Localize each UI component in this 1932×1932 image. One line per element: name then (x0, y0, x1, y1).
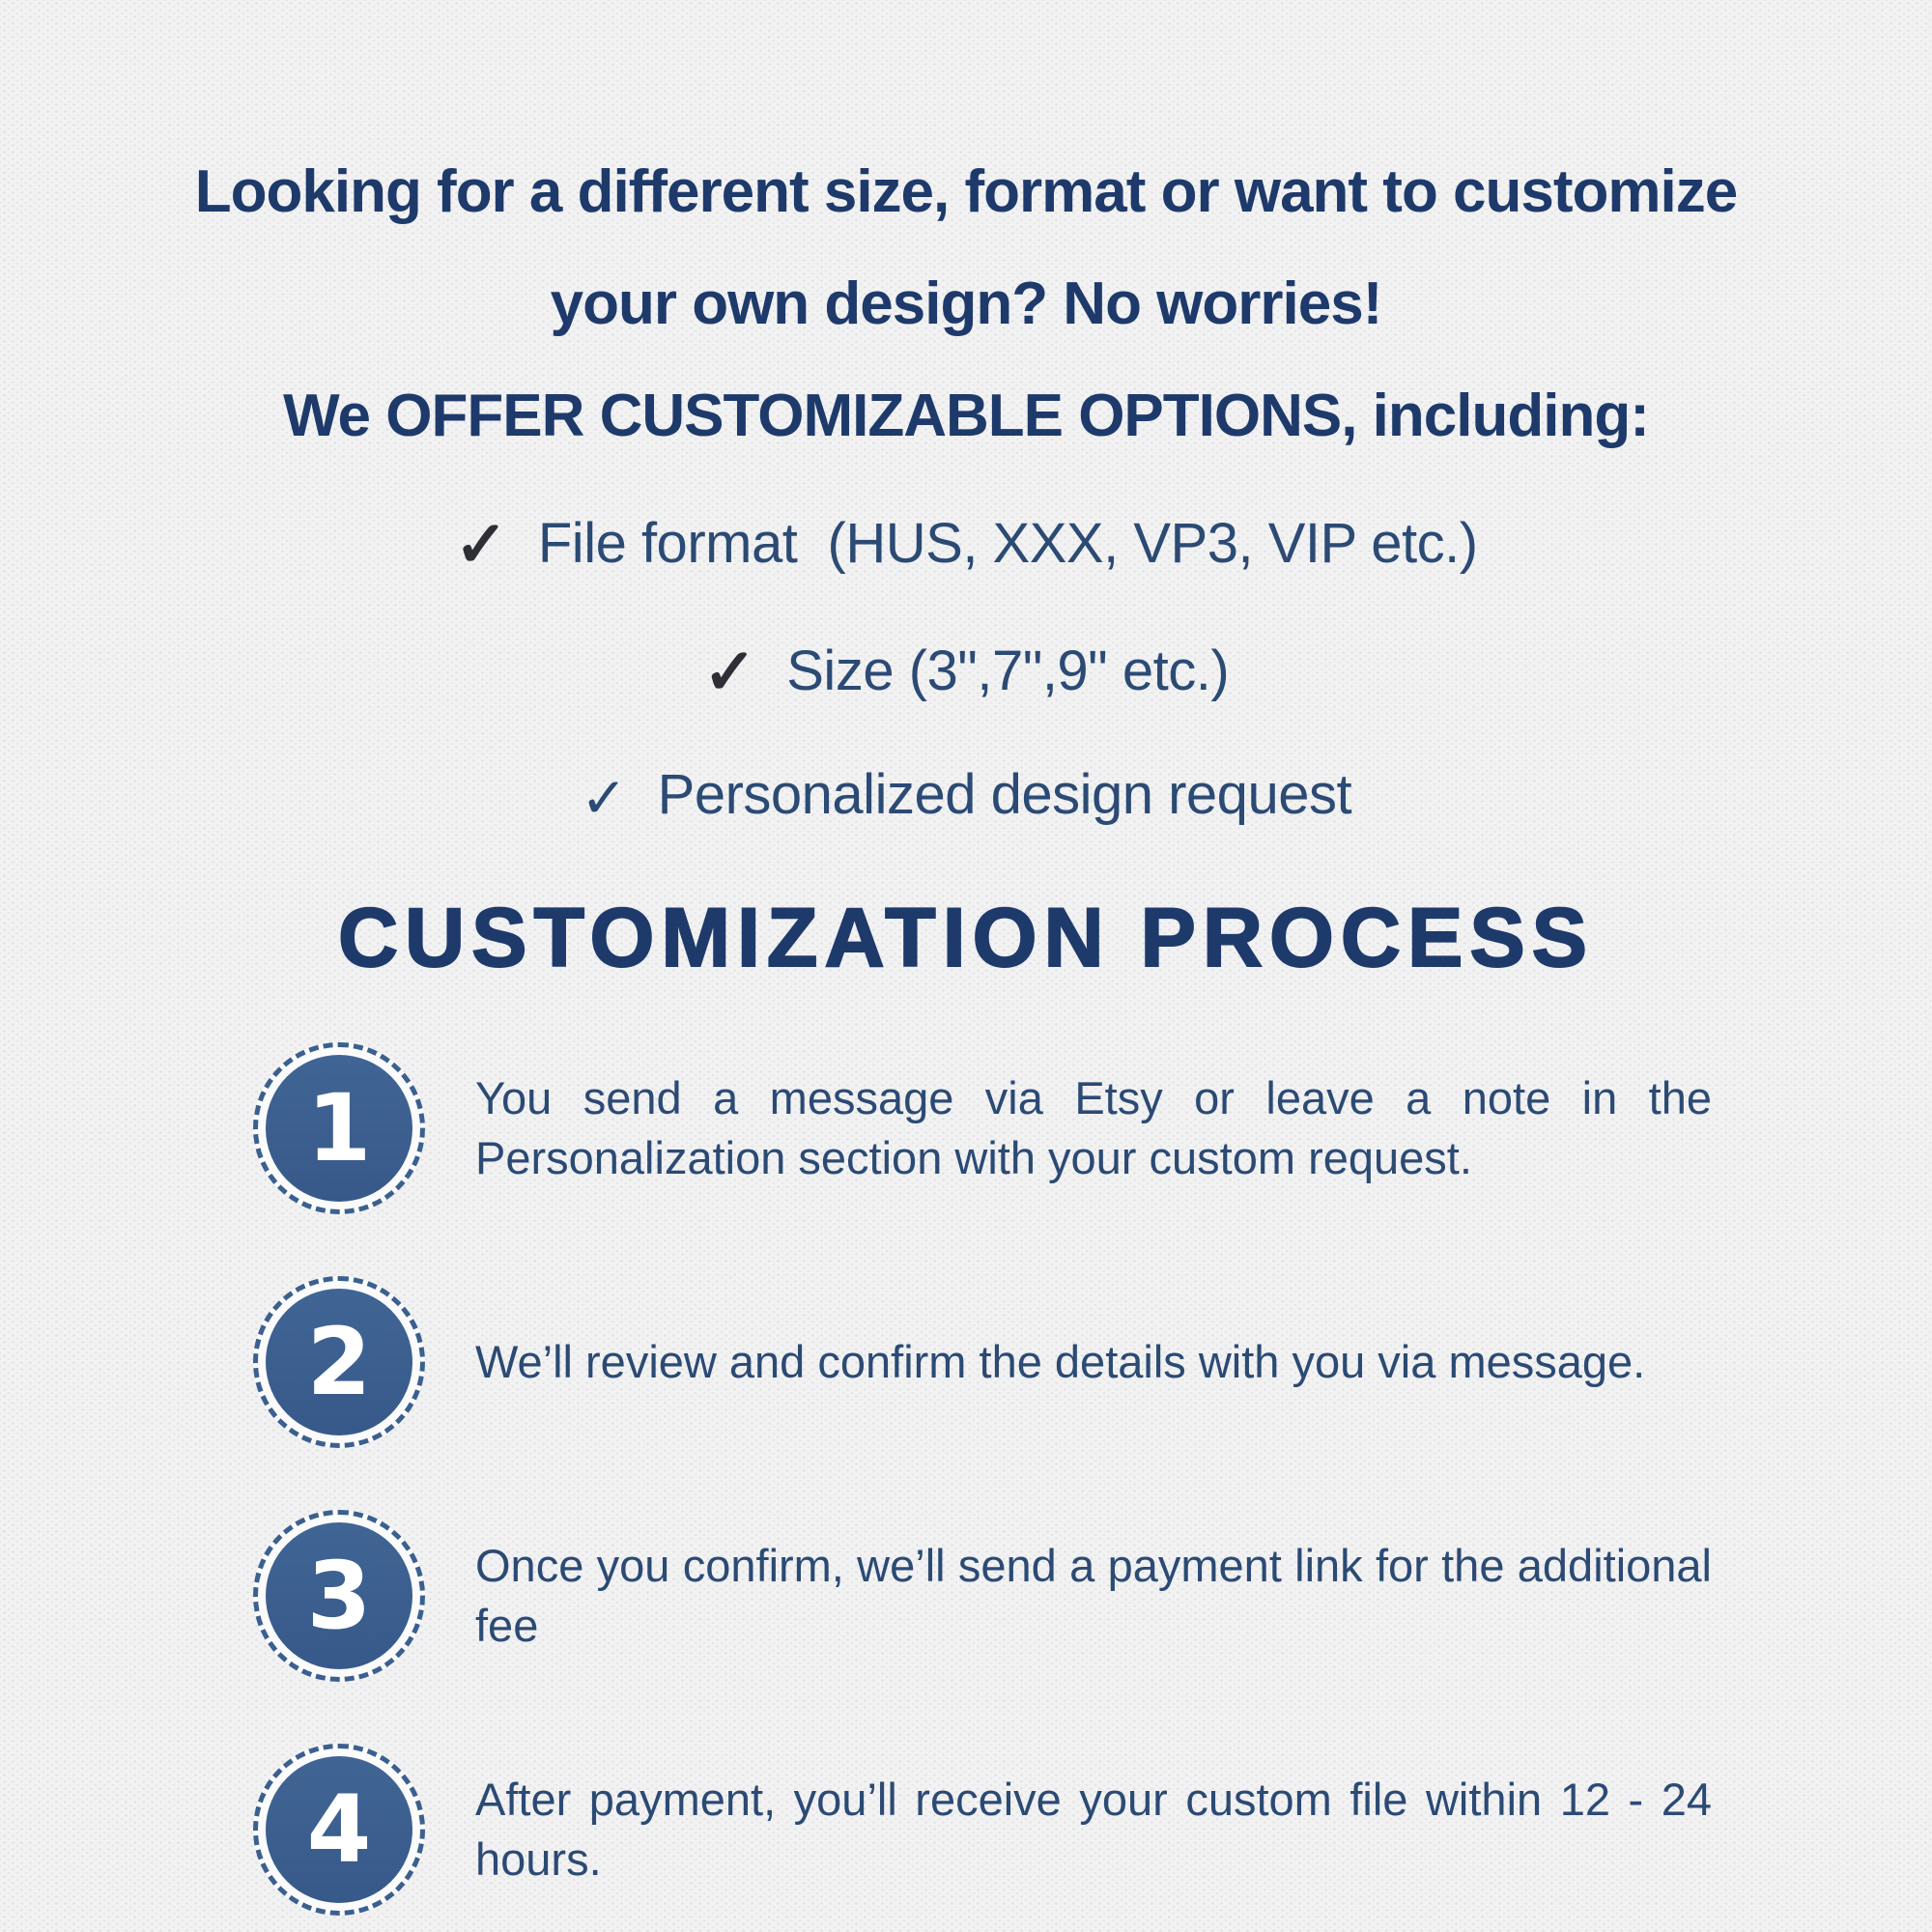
step-number-circle (266, 1055, 412, 1202)
options-list (0, 508, 1932, 830)
process-step-3 (253, 1510, 1712, 1682)
option-personalized-design (0, 763, 1932, 830)
step-number: 2 (306, 1308, 372, 1416)
option-label: File format (HUS, XXX, VP3, VIP etc.) (537, 512, 1478, 575)
step-description: We’ll review and confirm the details with you via message. (475, 1335, 1646, 1387)
step-number-badge (253, 1744, 425, 1916)
process-step-4 (253, 1744, 1712, 1916)
intro-line-1: Looking for a different size, format or want to customize (194, 158, 1738, 225)
checkmark-icon: ✓ (580, 767, 628, 830)
step-number-badge (253, 1042, 425, 1214)
checkmark-icon: ✓ (454, 508, 508, 580)
option-size (0, 636, 1932, 707)
process-step-1 (253, 1042, 1712, 1214)
step-number-circle (266, 1289, 412, 1435)
process-title: CUSTOMIZATION PROCESS (337, 892, 1595, 984)
process-steps (253, 1042, 1712, 1916)
option-file-format (0, 508, 1932, 580)
process-step-2 (253, 1276, 1712, 1448)
step-number-badge (253, 1276, 425, 1448)
step-number: 4 (306, 1776, 372, 1884)
step-number-circle (266, 1522, 412, 1669)
step-number: 3 (306, 1542, 372, 1650)
option-label: Size (3",7",9" etc.) (786, 639, 1230, 702)
step-description: After payment, you’ll receive your custom file within 12 - 24 hours. (475, 1773, 1712, 1885)
intro-line-3: We OFFER CUSTOMIZABLE OPTIONS, including: (283, 383, 1649, 449)
step-number-circle (266, 1756, 412, 1903)
option-label: Personalized design request (657, 763, 1352, 826)
step-number: 1 (306, 1074, 372, 1182)
intro-line-2: your own design? No worries! (550, 270, 1382, 337)
step-number-badge (253, 1510, 425, 1682)
checkmark-icon: ✓ (702, 636, 756, 707)
step-description: You send a message via Etsy or leave a note in the Personalization section with your custom request. (475, 1071, 1712, 1183)
step-description: Once you confirm, we’ll send a payment link for the additional fee (475, 1539, 1712, 1651)
